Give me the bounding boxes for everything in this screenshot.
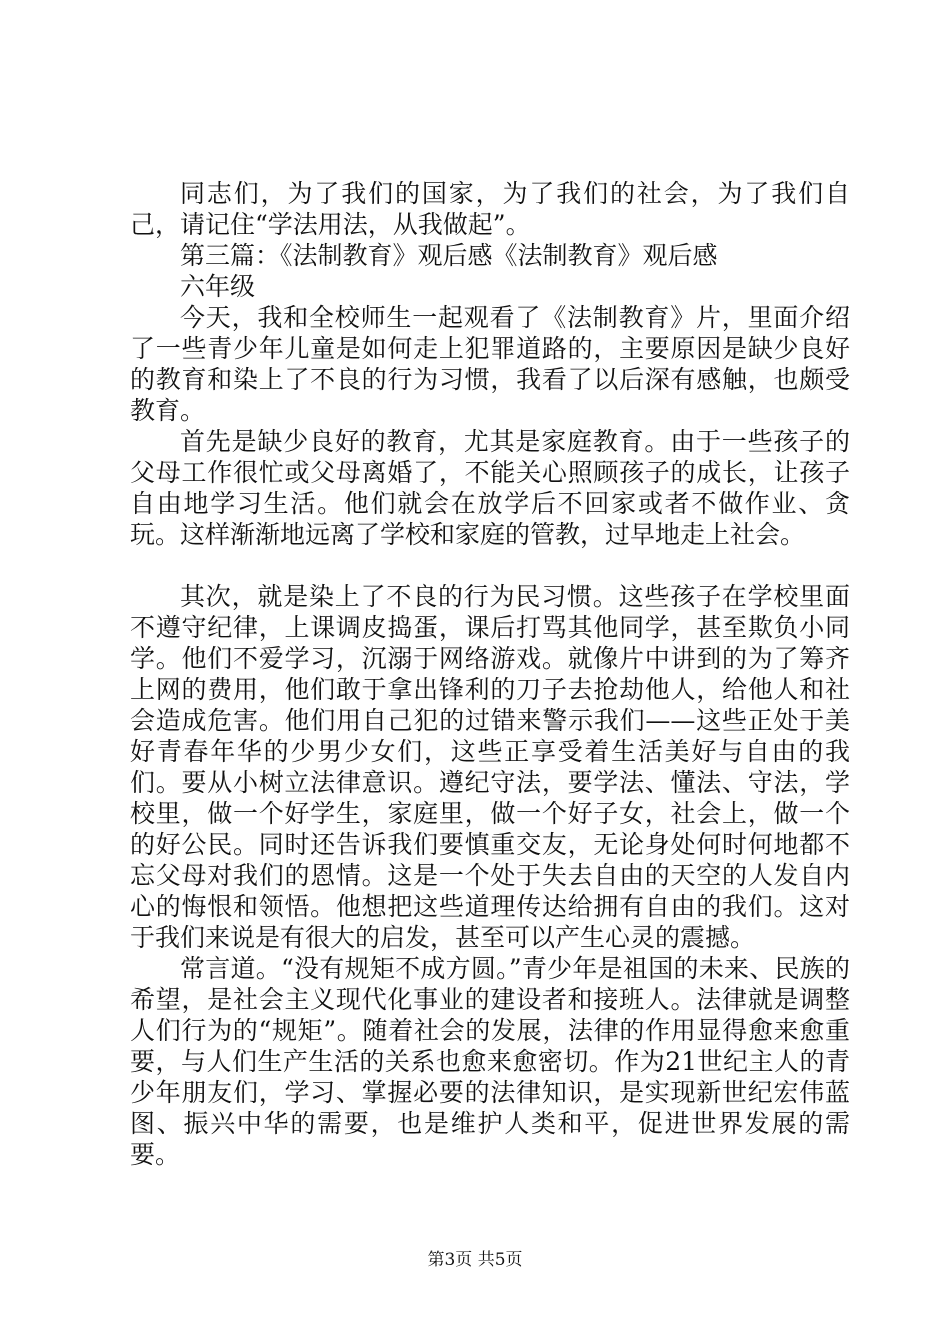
grade-label: 六年级 (180, 272, 256, 301)
paragraph-family-education: 首先是缺少良好的教育，尤其是家庭教育。由于一些孩子的父母工作很忙或父母离婚了，不能关心照顾孩子的成长，让孩子自由地学习生活。他们就会在放学后不回家或者不做作业、贪玩。这样渐渐地远离了学校和家庭的管教，过早地走上社会。 (130, 427, 850, 549)
document-body (130, 178, 850, 1170)
paragraph-rules: 常言道。“没有规矩不成方圆。”青少年是祖国的未来、民族的希望，是社会主义现代化事业的建设者和接班人。法律就是调整人们行为的“规矩”。随着社会的发展，法律的作用显得愈来愈重要，与人们生产生活的关系也愈来愈密切。作为21世纪主人的青少年朋友们，学习、掌握必要的法律知识，是实现新世纪宏伟蓝图、振兴中华的需要，也是维护人类和平，促进世界发展的需要。 (130, 954, 850, 1169)
page-footer: 第3页 共5页 (427, 1250, 523, 1270)
paragraph-intro: 今天，我和全校师生一起观看了《法制教育》片，里面介绍了一些青少年儿童是如何走上犯罪道路的，主要原因是缺少良好的教育和染上了不良的行为习惯，我看了以后深有感触，也颇受教育。 (130, 303, 850, 425)
paragraph-closing-call: 同志们，为了我们的国家，为了我们的社会，为了我们自己，请记住“学法用法，从我做起”。 (130, 179, 850, 239)
section-title: 第三篇：《法制教育》观后感《法制教育》观后感 (180, 241, 718, 270)
paragraph-bad-habits: 其次，就是染上了不良的行为民习惯。这些孩子在学校里面不遵守纪律，上课调皮捣蛋，课后打骂其他同学，甚至欺负小同学。他们不爱学习，沉溺于网络游戏。就像片中讲到的为了筹齐上网的费用，他们敢于拿出锋利的刀子去抢劫他人，给他人和社会造成危害。他们用自己犯的过错来警示我们——这些正处于美好青春年华的少男少女们，这些正享受着生活美好与自由的我们。要从小树立法律意识。遵纪守法，要学法、懂法、守法，学校里，做一个好学生，家庭里，做一个好子女，社会上，做一个的好公民。同时还告诉我们要慎重交友，无论身处何时何地都不忘父母对我们的恩情。这是一个处于失去自由的天空的人发自内心的悔恨和领悟。他想把这些道理传达给拥有自由的我们。这对于我们来说是有很大的启发，甚至可以产生心灵的震撼。 (130, 582, 850, 952)
